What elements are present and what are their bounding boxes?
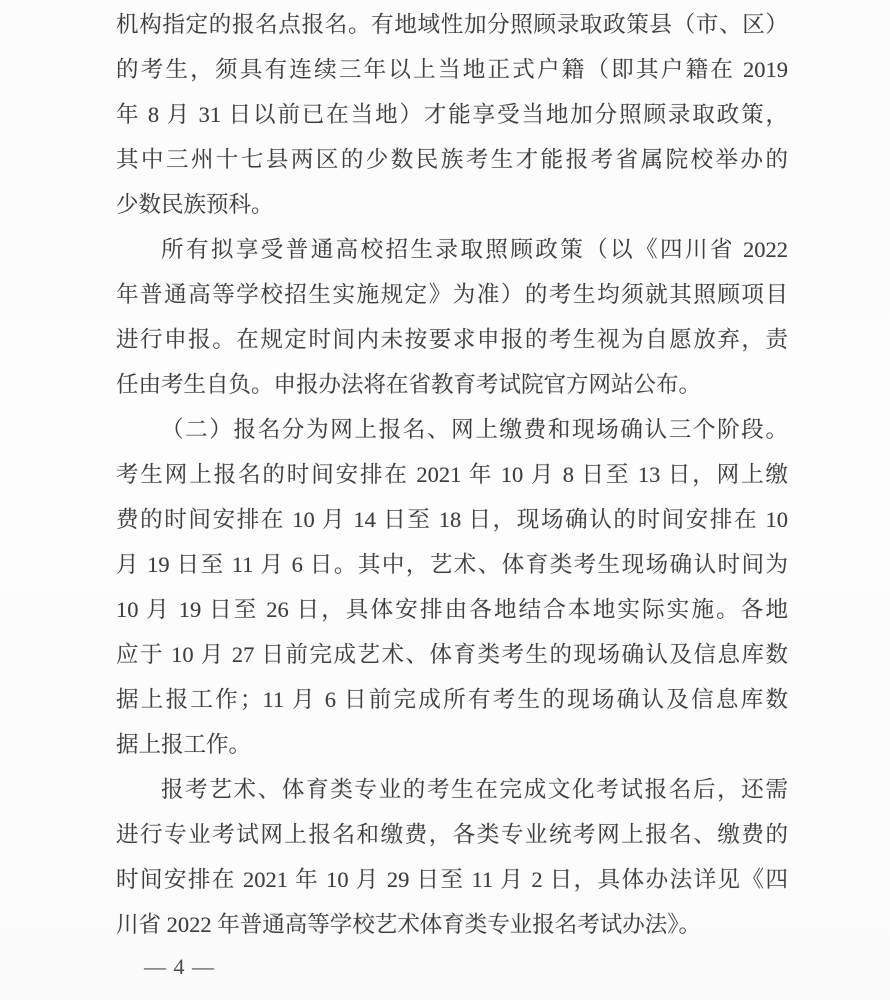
page-number: — 4 — — [144, 954, 215, 979]
text-line: 应于 10 月 27 日前完成艺术、体育类考生的现场确认及信息库数 — [116, 642, 788, 667]
text-line: 其中三州十七县两区的少数民族考生才能报考省属院校举办的 — [116, 147, 788, 172]
text-line-paragraph-start: 所有拟享受普通高校招生录取照顾政策（以《四川省 2022 — [161, 237, 788, 262]
text-line-paragraph-end: 少数民族预科。 — [116, 192, 274, 217]
text-line: 进行申报。在规定时间内未按要求申报的考生视为自愿放弃，责 — [116, 327, 788, 352]
text-line: 进行专业考试网上报名和缴费，各类专业统考网上报名、缴费的 — [116, 822, 788, 847]
text-line: 时间安排在 2021 年 10 月 29 日至 11 月 2 日，具体办法详见《四 — [116, 867, 788, 892]
text-line-paragraph-end: 任由考生自负。申报办法将在省教育考试院官方网站公布。 — [116, 372, 702, 397]
text-line: 年普通高等学校招生实施规定》为准）的考生均须就其照顾项目 — [116, 282, 788, 307]
text-line: 月 19 日至 11 月 6 日。其中，艺术、体育类考生现场确认时间为 — [116, 552, 788, 577]
text-line-paragraph-start: （二）报名分为网上报名、网上缴费和现场确认三个阶段。 — [161, 417, 788, 442]
text-line-paragraph-start: 报考艺术、体育类专业的考生在完成文化考试报名后，还需 — [161, 777, 788, 802]
text-line-paragraph-end: 据上报工作。 — [116, 732, 252, 757]
text-line: 10 月 19 日至 26 日，具体安排由各地结合本地实际实施。各地 — [116, 597, 788, 622]
document-body — [116, 2, 788, 947]
text-line: 的考生，须具有连续三年以上当地正式户籍（即其户籍在 2019 — [116, 57, 788, 82]
text-line: 费的时间安排在 10 月 14 日至 18 日，现场确认的时间安排在 10 — [116, 507, 788, 532]
text-line: 年 8 月 31 日以前已在当地）才能享受当地加分照顾录取政策， — [116, 102, 788, 127]
text-line-paragraph-end: 川省 2022 年普通高等学校艺术体育类专业报名考试办法》。 — [116, 912, 702, 937]
text-line: 机构指定的报名点报名。有地域性加分照顾录取政策县（市、区） — [116, 12, 788, 37]
text-line: 据上报工作；11 月 6 日前完成所有考生的现场确认及信息库数 — [116, 687, 788, 712]
text-line: 考生网上报名的时间安排在 2021 年 10 月 8 日至 13 日，网上缴 — [116, 462, 788, 487]
